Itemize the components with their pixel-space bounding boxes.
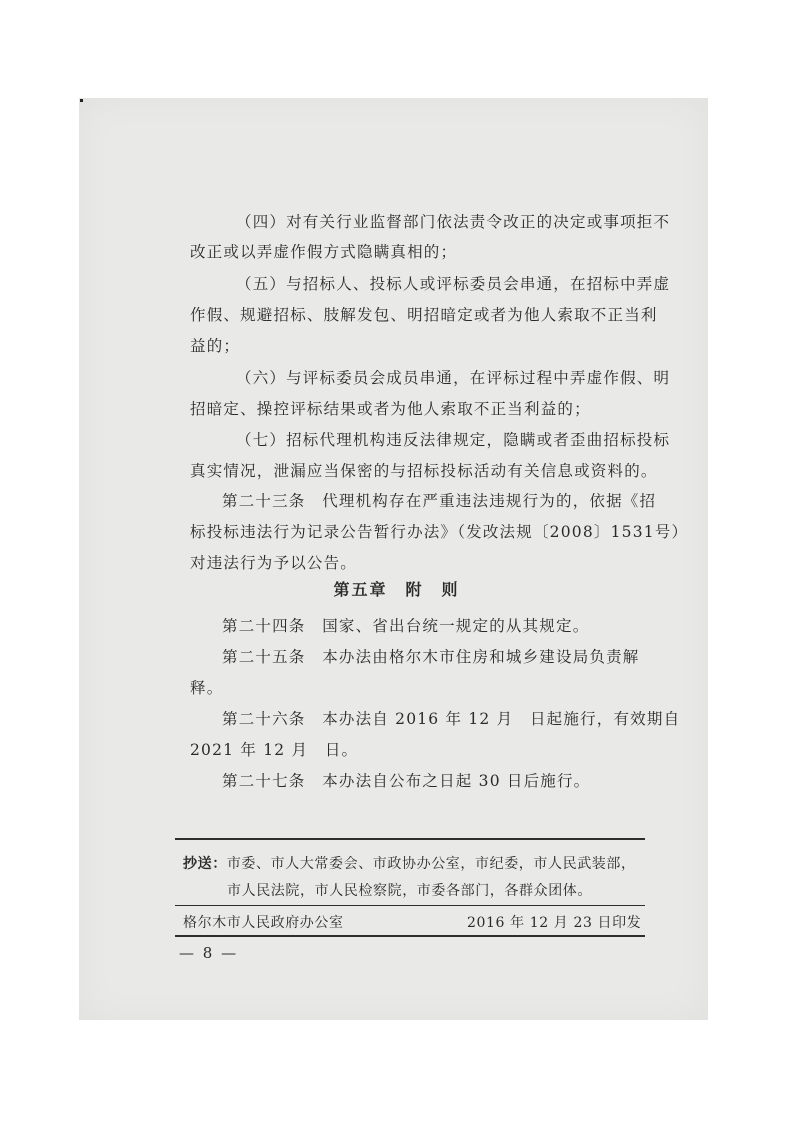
article-25-line-1: 第二十五条 本办法由格尔木市住房和城乡建设局负责解 — [222, 648, 640, 666]
article-24-line-1: 第二十四条 国家、省出台统一规定的从其规定。 — [222, 617, 590, 635]
article-26-line-1: 第二十六条 本办法自 2016 年 12 月 日起施行，有效期自 — [222, 710, 681, 728]
cc-recipients-1: 市委、市人大常委会、市政协办公室，市纪委，市人民武装部， — [226, 856, 636, 872]
issuer: 格尔木市人民政府办公室 — [183, 915, 344, 931]
issue-date: 2016 年 12 月 23 日印发 — [467, 915, 642, 931]
item-5-line-2: 作假、规避招标、肢解发包、明招暗定或者为他人索取不正当利 — [190, 306, 658, 324]
cc-label: 抄送： — [183, 856, 227, 872]
cc-line-1 — [183, 853, 636, 873]
footer-middle-rule — [175, 905, 645, 906]
page-number: — 8 — — [179, 944, 239, 962]
article-23-line-2: 标投标违法行为记录公告暂行办法》（发改法规〔2008〕1531号） — [190, 523, 689, 541]
cc-line-2 — [227, 880, 592, 900]
item-7-line-2: 真实情况，泄漏应当保密的与招标投标活动有关信息或资料的。 — [190, 462, 658, 480]
footer-bottom-rule — [175, 935, 645, 937]
article-27-line-1: 第二十七条 本办法自公布之日起 30 日后施行。 — [222, 772, 591, 790]
article-25-line-2: 释。 — [190, 679, 224, 697]
article-23-line-3: 对违法行为予以公告。 — [190, 554, 358, 572]
item-5-line-1: （五）与招标人、投标人或评标委员会串通，在招标中弄虚 — [236, 275, 671, 293]
item-5-line-3: 益的； — [190, 337, 241, 355]
item-6-line-2: 招暗定、操控评标结果或者为他人索取不正当利益的； — [190, 400, 591, 418]
footer-top-rule — [175, 838, 645, 840]
item-6-line-1: （六）与评标委员会成员串通，在评标过程中弄虚作假、明 — [236, 369, 671, 387]
article-23-line-1: 第二十三条 代理机构存在严重违法违规行为的，依据《招 — [222, 492, 657, 510]
chapter-title: 第五章 附 则 — [333, 580, 460, 599]
item-7-line-1: （七）招标代理机构违反法律规定，隐瞒或者歪曲招标投标 — [236, 431, 671, 449]
cc-recipients-2: 市人民法院，市人民检察院，市委各部门，各群众团体。 — [227, 883, 592, 899]
item-4-line-2: 改正或以弄虚作假方式隐瞒真相的； — [190, 243, 458, 261]
scan-corner-mark — [80, 99, 83, 102]
article-26-line-2: 2021 年 12 月 日。 — [190, 741, 359, 759]
item-4-line-1: （四）对有关行业监督部门依法责令改正的决定或事项拒不 — [236, 213, 671, 231]
